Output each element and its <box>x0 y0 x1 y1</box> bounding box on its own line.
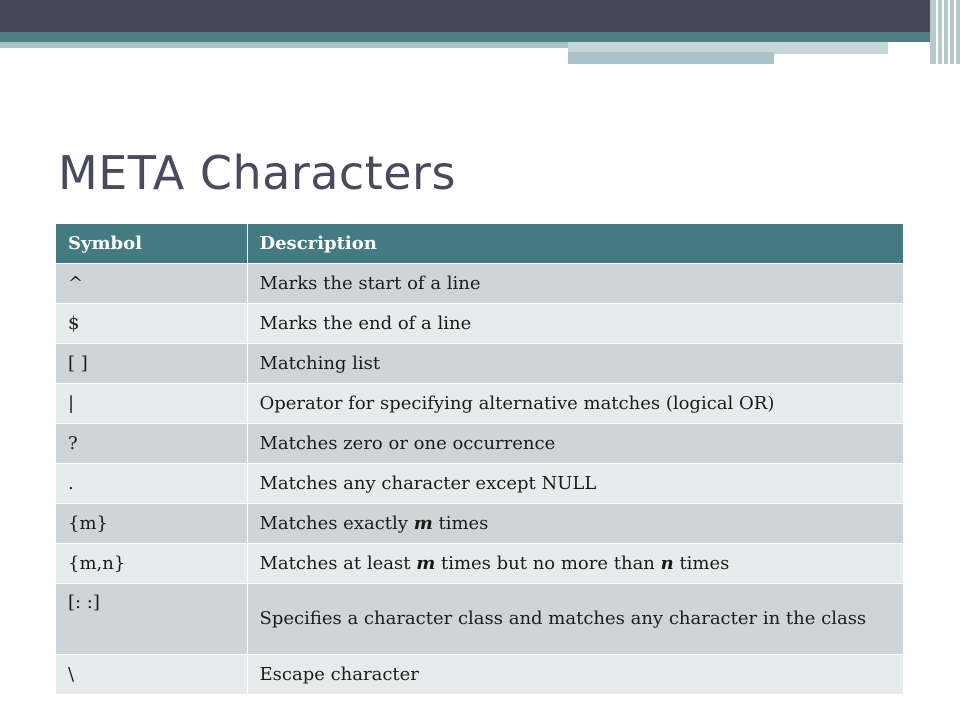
symbol-cell: \ <box>56 655 247 695</box>
meta-characters-table <box>56 224 903 694</box>
symbol-cell: ^ <box>56 264 247 304</box>
variable-n: n <box>660 553 674 574</box>
symbol-cell: [: :] <box>56 584 247 655</box>
corner-stripe <box>954 0 956 64</box>
symbol-cell: ? <box>56 424 247 464</box>
description-text: times <box>432 513 489 534</box>
top-band-light <box>774 52 888 54</box>
description-cell: Matches zero or one occurrence <box>247 424 903 464</box>
corner-stripe <box>942 0 944 64</box>
symbol-cell: {m,n} <box>56 544 247 584</box>
table-header-row <box>56 224 903 264</box>
table-row <box>56 504 903 544</box>
top-band-light <box>568 42 888 52</box>
description-cell <box>247 504 903 544</box>
slide-title: META Characters <box>58 146 456 200</box>
description-text: Matches at least <box>259 553 417 574</box>
symbol-cell: $ <box>56 304 247 344</box>
symbol-cell: [ ] <box>56 344 247 384</box>
description-cell: Marks the end of a line <box>247 304 903 344</box>
table-row <box>56 544 903 584</box>
description-text: times but no more than <box>435 553 661 574</box>
description-cell: Operator for specifying alternative matches (logical OR) <box>247 384 903 424</box>
corner-stripe <box>936 0 938 64</box>
column-header-description: Description <box>247 224 903 264</box>
description-cell: Escape character <box>247 655 903 695</box>
top-band-light <box>568 52 774 64</box>
table-row <box>56 584 903 655</box>
table-row <box>56 424 903 464</box>
table-row <box>56 655 903 695</box>
table-row <box>56 384 903 424</box>
variable-m: m <box>416 553 436 574</box>
symbol-cell: {m} <box>56 504 247 544</box>
column-header-symbol: Symbol <box>56 224 247 264</box>
symbol-cell: . <box>56 464 247 504</box>
table-row <box>56 264 903 304</box>
top-band-dark <box>0 0 960 32</box>
description-cell: Matching list <box>247 344 903 384</box>
description-cell <box>247 544 903 584</box>
symbol-cell: | <box>56 384 247 424</box>
description-cell: Matches any character except NULL <box>247 464 903 504</box>
variable-m: m <box>413 513 433 534</box>
corner-stripe <box>948 0 950 64</box>
table-row <box>56 344 903 384</box>
description-text: times <box>673 553 730 574</box>
top-band-light <box>0 42 568 48</box>
table-row <box>56 464 903 504</box>
top-band-teal <box>0 32 960 42</box>
description-text: Matches exactly <box>259 513 414 534</box>
table-row <box>56 304 903 344</box>
description-cell: Specifies a character class and matches any character in the class <box>247 584 903 655</box>
description-cell: Marks the start of a line <box>247 264 903 304</box>
